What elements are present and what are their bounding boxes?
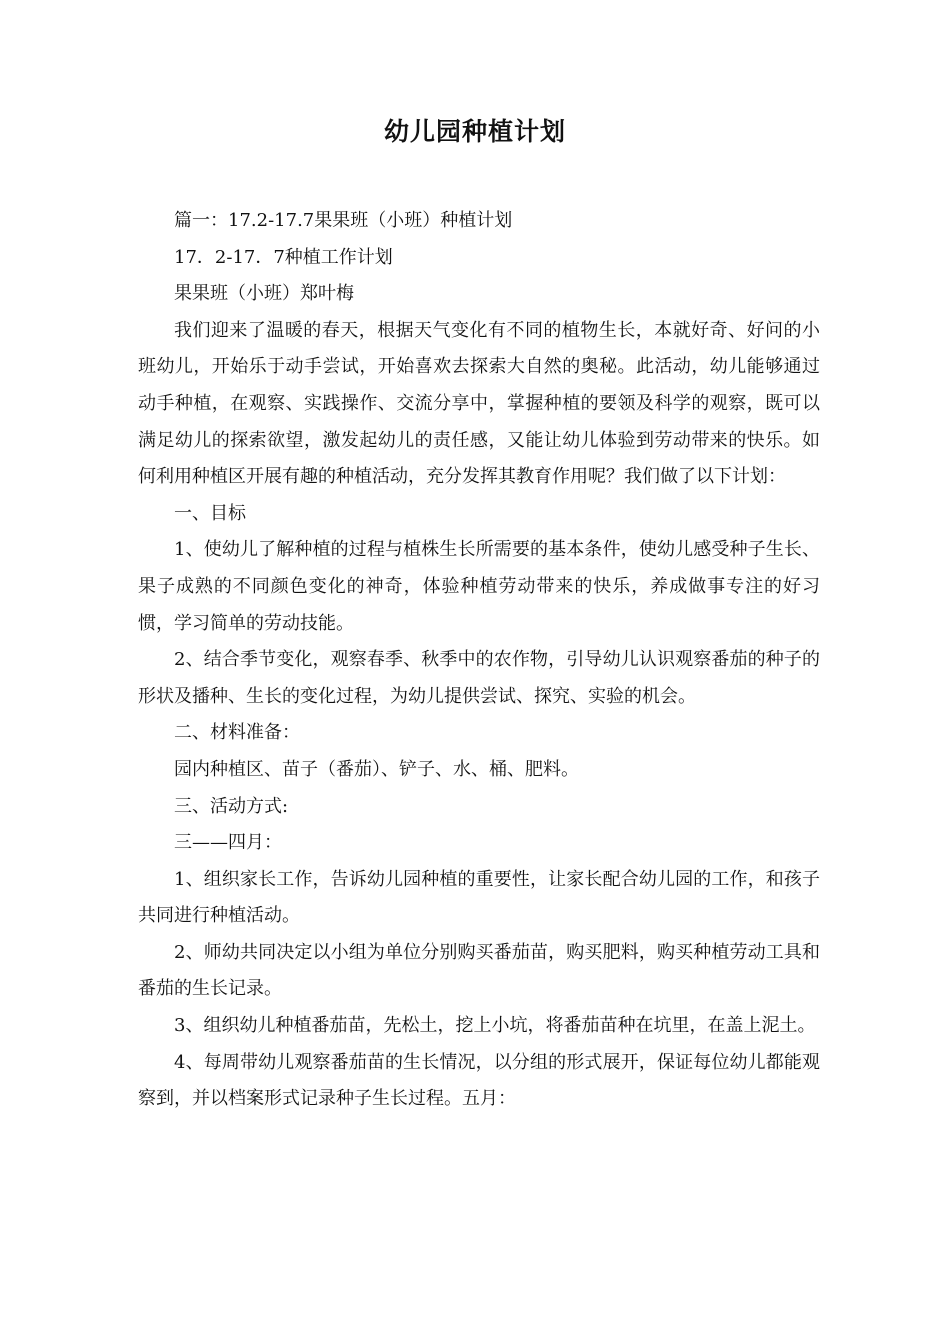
document-body [138, 203, 820, 1118]
paragraph-step-2: 2、师幼共同决定以小组为单位分别购买番茄苗，购买肥料，购买种植劳动工具和番茄的生长记录。 [138, 941, 820, 1000]
paragraph-author: 果果班（小班）郑叶梅 [174, 283, 354, 305]
paragraph-plan-period: 17．2-17．7种植工作计划 [174, 246, 393, 268]
paragraph-goal-1: 1、使幼儿了解种植的过程与植株生长所需要的基本条件，使幼儿感受种子生长、果子成熟的不同颜色变化的神奇，体验种植劳动带来的快乐，养成做事专注的好习惯，学习简单的劳动技能。 [138, 539, 820, 634]
paragraph-section-heading: 篇一：17.2-17.7果果班（小班）种植计划 [174, 210, 513, 231]
paragraph-step-1: 1、组织家长工作，告诉幼儿园种植的重要性，让家长配合幼儿园的工作，和孩子共同进行种植活动。 [138, 868, 820, 927]
heading-activity-method: 三、活动方式: [174, 795, 289, 817]
paragraph-goal-2: 2、结合季节变化，观察春季、秋季中的农作物，引导幼儿认识观察番茄的种子的形状及播种、生长的变化过程，为幼儿提供尝试、探究、实验的机会。 [138, 649, 820, 707]
paragraph-step-3: 3、组织幼儿种植番茄苗，先松土，挖上小坑，将番茄苗种在坑里，在盖上泥土。 [174, 1015, 816, 1037]
paragraph-materials: 园内种植区、苗子（番茄）、铲子、水、桶、肥料。 [174, 758, 579, 780]
heading-goals: 一、目标 [174, 502, 246, 524]
paragraph-step-4: 4、每周带幼儿观察番茄苗的生长情况，以分组的形式展开，保证每位幼儿都能观察到，并以档案形式记录种子生长过程。五月： [138, 1051, 820, 1110]
heading-march-april: 三——四月： [174, 832, 282, 854]
document-title: 幼儿园种植计划 [383, 117, 566, 146]
heading-materials: 二、材料准备： [174, 722, 300, 744]
paragraph-intro: 我们迎来了温暖的春天，根据天气变化有不同的植物生长，本就好奇、好问的小班幼儿，开始乐于动手尝试，开始喜欢去探索大自然的奥秘。此活动，幼儿能够通过动手种植，在观察、实践操作、交流分享中，掌握种植的要领及科学的观察，既可以满足幼儿的探索欲望，激发起幼儿的责任感，又能让幼儿体验到劳动带来的快乐。如何利用种植区开展有趣的种植活动，充分发挥其教育作用呢？我们做了以下计划： [138, 319, 820, 488]
